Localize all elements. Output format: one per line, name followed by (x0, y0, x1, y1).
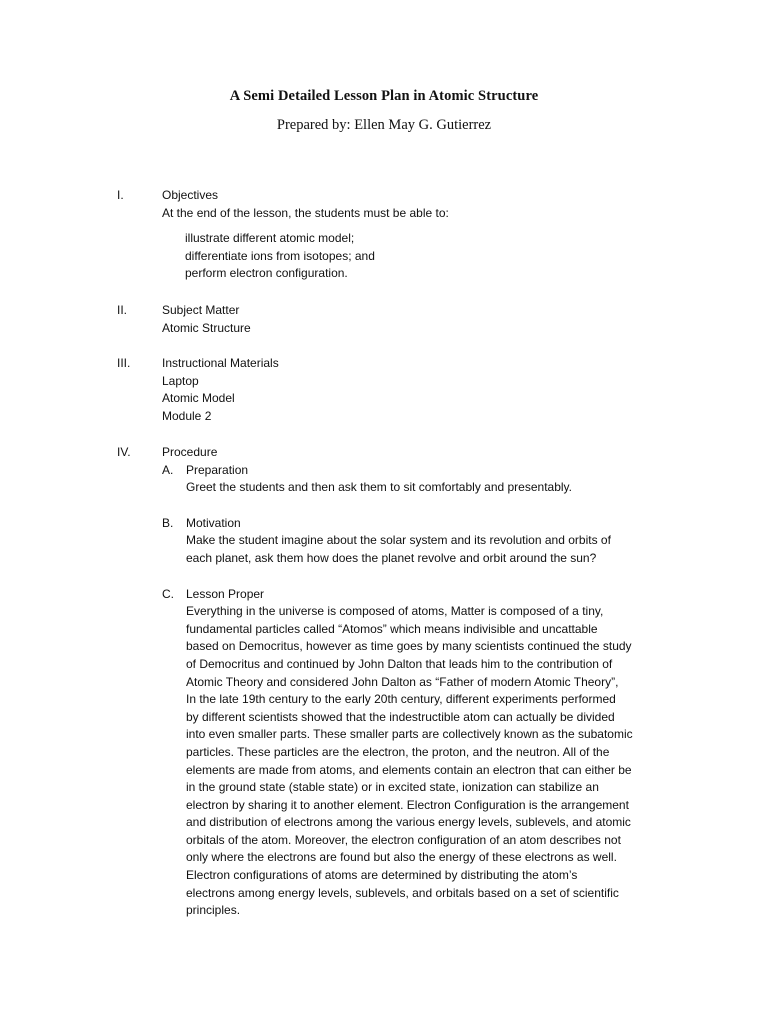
section-subject-matter (117, 302, 677, 337)
objective-item: differentiate ions from isotopes; and (185, 248, 375, 263)
section-objectives (117, 187, 677, 283)
lesson-line: particles. These particles are the electron, the proton, and the neutron. All of the (186, 744, 610, 759)
lesson-line: of Democritus and continued by John Dalton that leads him to the contribution of (186, 656, 613, 671)
section-heading: Procedure (162, 445, 218, 459)
lesson-line: and distribution of electrons among the various energy levels, sublevels, and atomic (186, 815, 631, 830)
section-procedure (117, 444, 677, 920)
lesson-line: In the late 19th century to the early 20th century, different experiments performed (186, 692, 616, 707)
subsection-line: each planet, ask them how does the planet revolve and orbit around the sun? (186, 550, 597, 565)
lesson-line: based on Democritus, however as time goes by many scientists continued the study (186, 639, 632, 654)
section-heading: Instructional Materials (162, 356, 279, 370)
subsection-lesson-proper (162, 586, 677, 920)
objective-item: perform electron configuration. (185, 266, 348, 281)
objective-item: illustrate different atomic model; (185, 231, 355, 246)
material-item: Module 2 (162, 408, 212, 423)
lesson-line: orbitals of the atom. Moreover, the electron configuration of an atom describes not (186, 832, 621, 847)
subsection-heading: Preparation (186, 462, 249, 477)
section-numeral: III. (117, 356, 131, 370)
lesson-line: only where the electrons are found but also the energy of these electrons as well. (186, 850, 617, 865)
lesson-line: elements are made from atoms, and elements contain an electron that can either be (186, 762, 632, 777)
subsection-letter: C. (162, 586, 174, 601)
section-numeral: II. (117, 303, 128, 317)
section-numeral: IV. (117, 445, 131, 459)
subsection-line: Make the student imagine about the solar system and its revolution and orbits of (186, 533, 611, 548)
lesson-line: fundamental particles called “Atomos” which means indivisible and uncattable (186, 621, 598, 636)
lesson-line: electrons among energy levels, sublevels, and orbitals based on a set of scientific (186, 885, 619, 900)
section-heading: Subject Matter (162, 303, 240, 317)
subsection-motivation (162, 515, 677, 568)
section-instructional-materials (117, 355, 677, 425)
material-item: Atomic Model (162, 391, 235, 406)
section-heading: Objectives (162, 188, 219, 202)
document-title: A Semi Detailed Lesson Plan in Atomic Structure (229, 88, 539, 104)
subsection-line: Greet the students and then ask them to sit comfortably and presentably. (186, 480, 572, 495)
subsection-heading: Lesson Proper (186, 586, 265, 601)
objectives-intro: At the end of the lesson, the students must be able to: (162, 205, 449, 220)
lesson-line: by different scientists showed that the indestructible atom can actually be divided (186, 709, 615, 724)
lesson-line: Everything in the universe is composed of atoms, Matter is composed of a tiny, (186, 604, 604, 619)
lesson-line: Electron configurations of atoms are determined by distributing the atom’s (186, 868, 578, 883)
author-line: Prepared by: Ellen May G. Gutierrez (276, 117, 492, 133)
subsection-letter: A. (162, 462, 174, 477)
subsection-heading: Motivation (186, 515, 241, 530)
lesson-line: electron by sharing it to another element. Electron Configuration is the arrangement (186, 797, 629, 812)
lesson-line: Atomic Theory and considered John Dalton as “Father of modern Atomic Theory”, (186, 674, 619, 689)
subsection-preparation (162, 462, 677, 497)
lesson-line: into even smaller parts. These smaller parts are collectively known as the subatomic (186, 727, 633, 742)
section-numeral: I. (117, 188, 124, 202)
subsection-letter: B. (162, 515, 174, 530)
lesson-line: principles. (186, 903, 241, 918)
subject-matter-line: Atomic Structure (162, 320, 251, 335)
material-item: Laptop (162, 373, 199, 388)
lesson-line: in the ground state (stable state) or in excited state, ionization can stabilize an (186, 780, 599, 795)
